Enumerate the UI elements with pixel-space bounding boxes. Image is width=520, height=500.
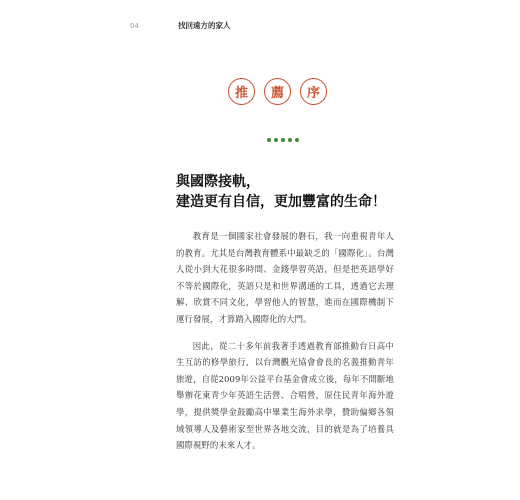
headline-line-1: 與國際接軌， bbox=[176, 174, 260, 190]
divider-dot bbox=[288, 138, 292, 142]
divider-dot bbox=[281, 138, 285, 142]
divider-dot bbox=[295, 138, 299, 142]
page-number: 04 bbox=[130, 22, 139, 30]
divider-dots bbox=[267, 138, 299, 142]
paragraph-1: 教育是一個國家社會發展的磐石，我一向重視青年人的教育。尤其是台灣教育體系中最缺乏的「國際化」。台灣人從小到大花很多時間、金錢學習英語，但是把英語學好不等於國際化，英語只是和世界溝通的工具，透過它去理解、欣賞不同文化，學習他人的智慧，進而在國際機制下運行發展，才算踏入國際化的大門。 bbox=[176, 231, 394, 324]
divider-dot bbox=[274, 138, 278, 142]
seal-2: 薦 bbox=[264, 78, 291, 105]
seal-1: 推 bbox=[228, 78, 255, 105]
running-title: 找回遠方的家人 bbox=[178, 21, 231, 30]
headline-line-2: 建造更有自信，更加豐富的生命！ bbox=[176, 194, 386, 210]
seal-3: 序 bbox=[300, 78, 327, 105]
headline bbox=[176, 172, 386, 212]
body-text bbox=[176, 228, 394, 464]
section-seals bbox=[228, 78, 327, 105]
paragraph-2: 因此，從二十多年前我著手透過教育部推動台日高中生互訪的修學旅行，以台灣觀光協會會長的名義推動青年旅遊，自從2009年公益平台基金會成立後，每年不間斷地舉辦花東青少年英語生活營、合唱營，原住民青年海外遊學，提供獎學金鼓勵高中畢業生海外求學，贊助偏鄉各領域領導人及藝術家至世界各地交流，目的就是為了培養具國際視野的未來人才。 bbox=[176, 340, 394, 451]
divider-dot bbox=[267, 138, 271, 142]
